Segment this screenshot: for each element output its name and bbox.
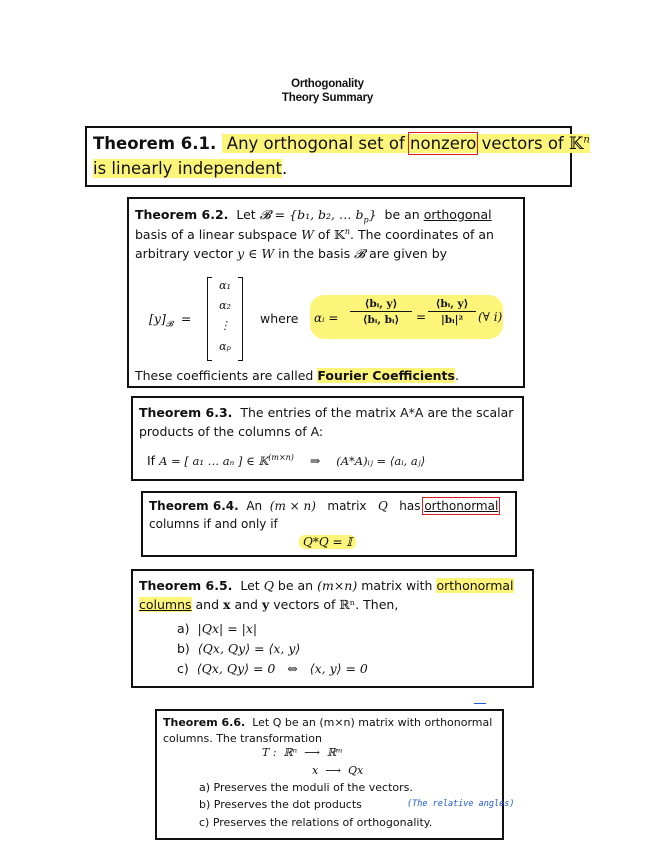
t63-if: If (147, 453, 156, 469)
t64-equation: Q*Q = 𝕀 (299, 535, 356, 549)
basis-close: } (368, 207, 377, 222)
t63-entries: (A*A)ᵢⱼ = ⟨aᵢ, aⱼ⟩ (336, 454, 426, 469)
theorem-6-1-boxed-word: nonzero (410, 134, 477, 153)
frac2-num: ⟨bᵢ, y⟩ (428, 298, 476, 312)
vector-entry: α₁ (219, 279, 231, 292)
t65-item-tag: a) (177, 621, 190, 636)
t62-text: be an (384, 207, 420, 222)
theorem-6-4-label: Theorem 6.4. (149, 499, 239, 513)
theorem-6-6-label: Theorem 6.6. (163, 716, 246, 729)
t62-text: of (317, 227, 330, 243)
field-symbol: 𝕂 (333, 227, 345, 243)
t66-map-domain: T : ℝⁿ ⟶ ℝᵐ (262, 746, 343, 759)
theorem-6-4-box (141, 491, 517, 557)
t64-line2: columns if and only if (149, 517, 278, 531)
t62-text: are given by (369, 246, 448, 261)
fourier-formula: αᵢ = $\frac{\text{⟨bᵢ, y⟩}}{\text{⟨bᵢ, bᵢ⟩}}$ = $\frac{\text{⟨bᵢ, y⟩}}{\text{|bᵢ|²}}$ (∀ i) (310, 295, 503, 339)
t65-dim: (m×n) (317, 578, 358, 593)
theorem-6-1-line2: is linearly independent (93, 159, 282, 178)
t63-matrix-def: A = [ a₁ … aₙ ] ∈ 𝕂 (159, 454, 269, 469)
theorem-6-3-box (131, 396, 524, 481)
vector-y: y ∈ W (237, 246, 275, 261)
theorem-6-5-box (131, 569, 534, 688)
t66-item-c: c) Preserves the relations of orthogonality. (199, 816, 433, 829)
t65-item-tag: c) (177, 661, 189, 676)
t66-item-a: a) Preserves the moduli of the vectors. (199, 781, 413, 794)
doc-subtitle: Theory Summary (281, 92, 374, 104)
t65-text: and (234, 597, 258, 612)
t62-text: Let (236, 207, 256, 222)
frac2-den: |bᵢ|² (440, 314, 464, 326)
doc-title: Orthogonality (291, 78, 364, 90)
theorem-6-5-label: Theorem 6.5. (139, 578, 233, 593)
theorem-6-1-highlight-a (222, 134, 590, 153)
t66-map-rule: x ⟶ Qx (312, 764, 364, 777)
t65-q: Q (263, 578, 274, 593)
theorem-6-2-box: Theorem 6.2. Let 𝓑 = {b₁, b₂, … $b_p$} be an orthogonal basis of a linear subspace W of 𝕂$^n$. The coordinates of an arbitrary vector y ∈ W in the basis 𝓑 are given by $[y]_𝓑$ = α₁ α₂ ⋮ αₚ where αᵢ = $\frac{\text{⟨bᵢ, y⟩}}{\text{⟨bᵢ, bᵢ⟩}}$ = $\frac{\text{⟨bᵢ, y⟩}}{\text{|bᵢ|²}}$ (∀ i) These coefficients are called Fourier Coefficients. (127, 197, 525, 388)
t65-x: x (223, 597, 231, 612)
t64-dim: (m × n) (269, 499, 316, 513)
basis-symbol: 𝓑 (354, 246, 366, 261)
t65-item-a: |Qx| = |x| (197, 621, 258, 636)
t65-item-b: ⟨Qx, Qy⟩ = ⟨x, y⟩ (197, 641, 301, 656)
t66-line2: columns. The transformation (163, 732, 322, 745)
basis-set: 𝓑 = {b₁, b₂, … b (259, 207, 364, 222)
theorem-6-1-period: . (282, 159, 288, 178)
t64-text: matrix (327, 499, 367, 513)
t66-item-b: b) Preserves the dot products (199, 798, 362, 811)
orthonormal-highlight: orthonormal (436, 578, 514, 593)
t66-line1: Let Q be an (m×n) matrix with orthonormal (252, 716, 493, 729)
alpha-i: αᵢ = (314, 311, 339, 325)
coord-vector-sub: 𝓑 (165, 319, 173, 329)
t63-exponent: (m×n) (268, 453, 294, 462)
t63-implies: ⇒ (309, 453, 321, 469)
columns-highlight: columns (139, 597, 192, 612)
t62-text: in the basis (278, 246, 351, 261)
t65-item-tag: b) (177, 641, 190, 656)
t65-rn: ℝⁿ (339, 597, 356, 612)
frac1-den: ⟨bᵢ, bᵢ⟩ (362, 314, 400, 326)
t62-footer-period: . (454, 368, 459, 383)
t65-text: Let (240, 578, 260, 593)
vector-entry: α₂ (219, 299, 231, 312)
t62-text: basis of a linear subspace (135, 227, 298, 243)
frac1-num: ⟨bᵢ, y⟩ (350, 298, 412, 312)
field-exponent: n (583, 134, 590, 146)
t62-text: arbitrary vector (135, 246, 234, 261)
theorem-6-3-label: Theorem 6.3. (139, 405, 233, 420)
forall-i: (∀ i) (478, 310, 503, 324)
vector-entry: ⋮ (219, 319, 231, 332)
t65-text: matrix with (361, 578, 433, 593)
t65-text: and (195, 597, 220, 612)
handwritten-note: (The relative angles) (407, 799, 515, 809)
t63-line1: The entries of the matrix A*A are the scalar (240, 405, 514, 420)
fourier-coefficients-term: Fourier Coefficients (317, 368, 455, 383)
orthogonal-underlined: orthogonal (423, 207, 492, 222)
t63-line2: products of the columns of A: (139, 424, 324, 439)
t62-footer-text: These coefficients are called (135, 368, 314, 383)
pen-mark (474, 703, 486, 707)
column-vector (207, 277, 243, 361)
subspace-w: W (301, 227, 314, 243)
t64-text: has (399, 499, 421, 513)
field-exponent: n (344, 227, 350, 236)
t64-text: An (246, 499, 263, 513)
vector-entry: αₚ (219, 340, 231, 353)
t65-text: be an (277, 578, 314, 593)
orthonormal-boxed: orthonormal (424, 499, 499, 513)
t65-item-c: ⟨Qx, Qy⟩ = 0 ⇔ ⟨x, y⟩ = 0 (196, 661, 368, 676)
field-symbol: 𝕂 (568, 134, 584, 153)
t62-text: . The coordinates of an (350, 227, 494, 243)
theorem-6-1-text-b: vectors of (481, 134, 564, 153)
theorem-6-6-box (155, 709, 515, 840)
theorem-6-2-label: Theorem 6.2. (135, 207, 229, 222)
basis-sub: p (363, 215, 369, 225)
theorem-6-1-text-a: Any orthogonal set of (226, 134, 405, 153)
where-text: where (260, 311, 299, 326)
theorem-6-1-label: Theorem 6.1. (93, 134, 217, 153)
theorem-6-1-box (85, 126, 590, 187)
t65-text: . Then, (355, 597, 399, 612)
t65-text: vectors of (273, 597, 336, 612)
coord-vector-lhs: [y] (149, 311, 166, 326)
t65-y: y (261, 597, 270, 612)
t64-q: Q (377, 499, 388, 513)
